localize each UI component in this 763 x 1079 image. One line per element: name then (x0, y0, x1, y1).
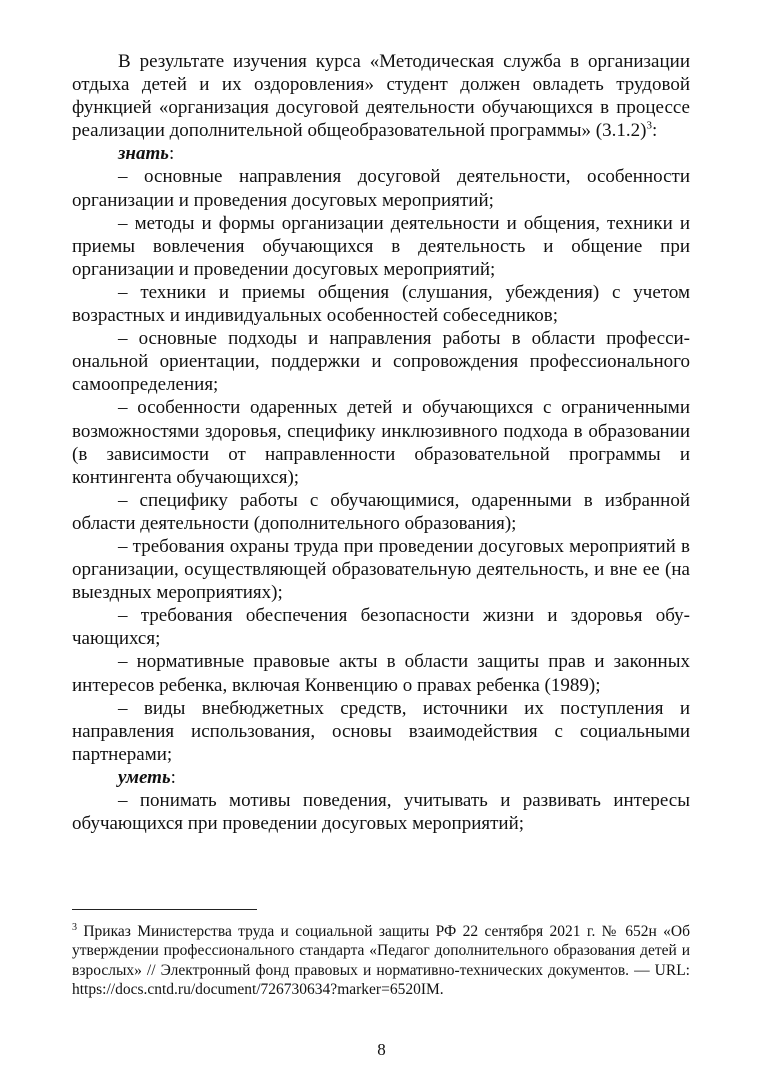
list-item: – специфику работы с обучающимися, одаренными в избранной области деятельности (дополнительного образования); (72, 489, 690, 534)
know-heading: знать (118, 143, 169, 165)
able-heading-line (72, 766, 690, 789)
know-heading-line (72, 142, 690, 165)
list-item: – методы и формы организации деятельности и общения, техники и приемы вовлечения обучающихся в деятельность и общение при организации и проведении досуговых мероприятий; (72, 212, 690, 280)
know-colon: : (168, 143, 175, 165)
able-heading: уметь (118, 766, 171, 788)
list-item: – особенности одаренных детей и обучающихся с ограниченными возможностями здоровья, специфику инклюзивного подхода в образовании (в зависимости от направленности образовательной программы и контингента обучающихся); (72, 397, 690, 488)
footnote-number: 3 (72, 921, 77, 933)
list-item: – понимать мотивы поведения, учитывать и развивать интересы обучающихся при проведении досуговых мероприятий; (72, 790, 690, 835)
list-item: – требования охраны труда при проведении досуговых мероприятий в организации, осуществляющей образовательную деятельность, и вне ее (на выездных мероприятиях); (72, 535, 690, 604)
footnote-reference[interactable]: 3 (646, 119, 652, 132)
intro-text: В результате изучения курса «Методическая служба в организации отдыха детей и их оздоровления» студент должен овладеть трудовой функцией «организация досуговой деятельности обучающихся в процессе реализации дополнительной общеобразовательной программы» (3.1.2) (72, 51, 690, 142)
page-body (72, 50, 690, 835)
able-colon: : (170, 766, 176, 788)
footnote-divider (72, 909, 257, 910)
intro-paragraph (72, 50, 690, 142)
list-item: – основные направления досуговой деятельности, особенности организации и проведения досуговых мероприятий; (72, 166, 690, 211)
list-item: – техники и приемы общения (слушания, убеждения) с учетом возрастных и индивидуальных особенностей собеседников; (72, 281, 690, 327)
list-item: – нормативные правовые акты в области защиты прав и законных интересов ребенка, включая Конвенцию о правах ребенка (1989); (72, 651, 690, 696)
intro-colon: : (651, 120, 658, 142)
footnote-text: Приказ Министерства труда и социальной защиты РФ 22 сентября 2021 г. № 652н «Об утверждении профессионального стандарта «Педагог дополнительного образования детей и взрослых» // Электронный фонд правовых и нормативно-технических документов. — URL: https://docs.cntd.ru/document/726730634?marker=6520IM. (72, 923, 690, 998)
list-item: – основные подходы и направления работы в области профессиональной ориентации, поддержки и сопровождения профессионального самоопределения; (72, 328, 690, 396)
footnote (72, 922, 690, 999)
page-number: 8 (377, 1040, 386, 1059)
list-item: – требования обеспечения безопасности жизни и здоровья обучающихся; (72, 605, 690, 650)
list-item: – виды внебюджетных средств, источники их поступления и направления использования, основы взаимодействия с социальными партнерами; (72, 697, 690, 765)
